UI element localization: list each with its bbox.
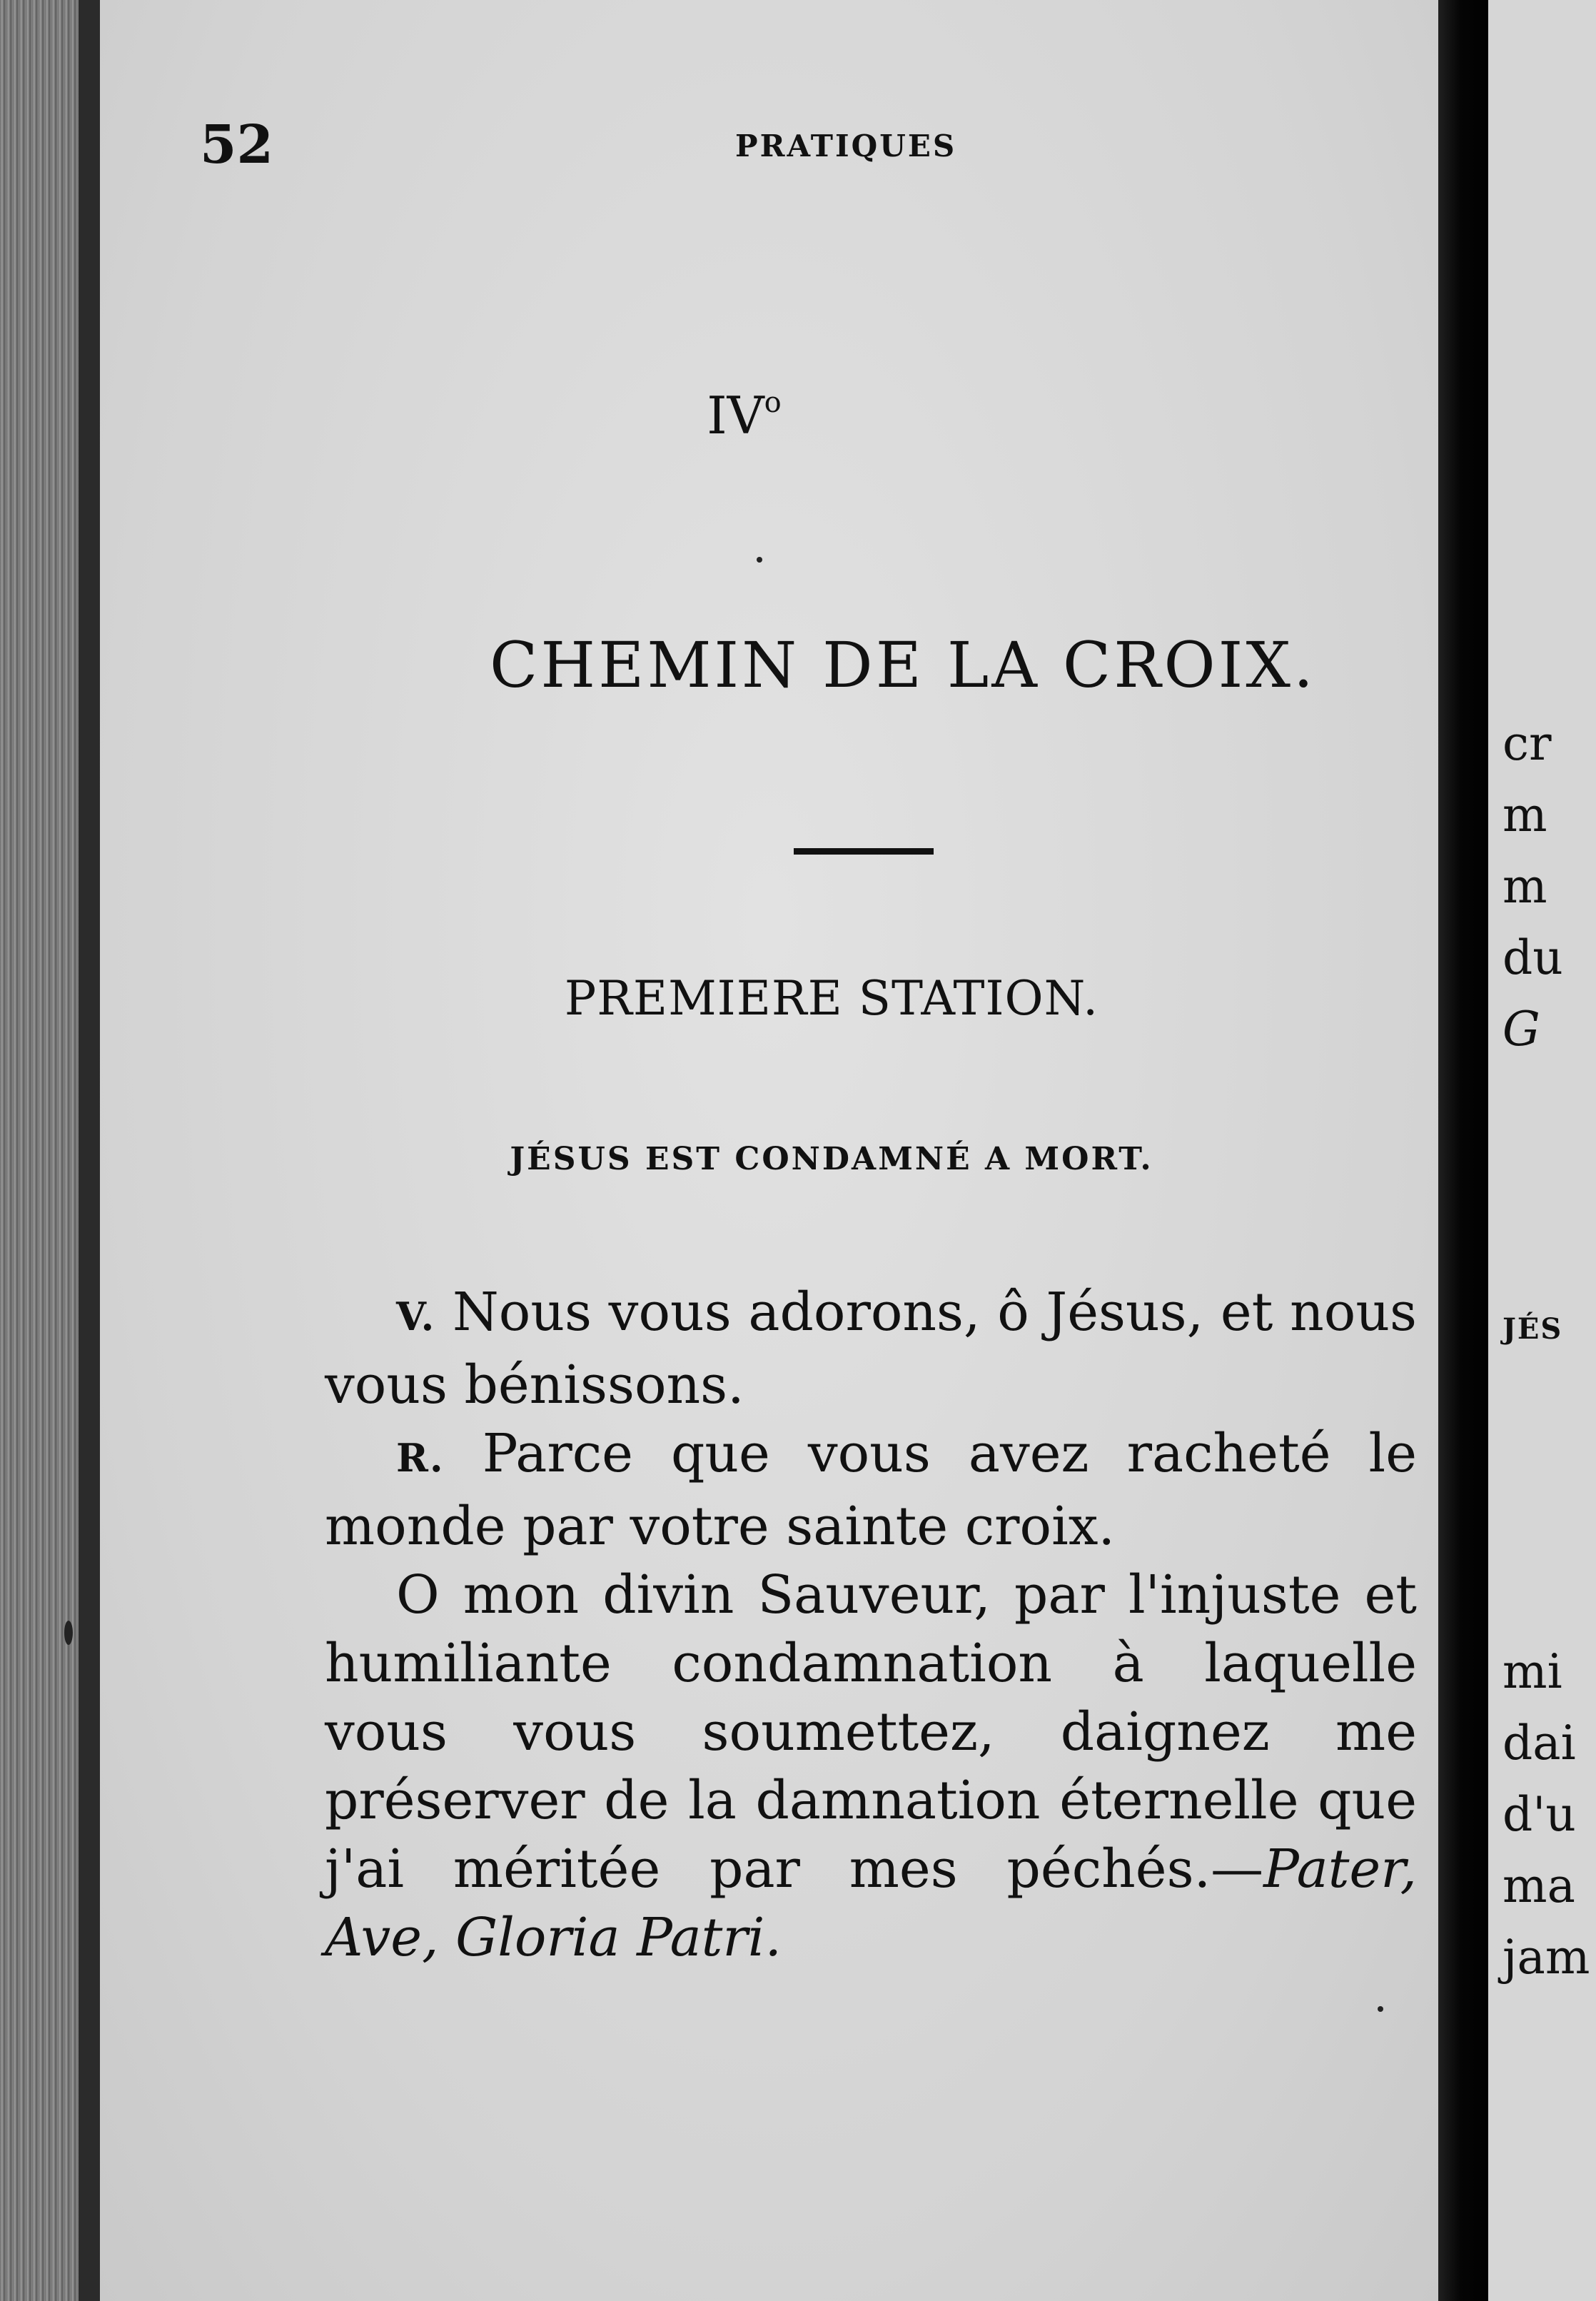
facing-line: dai bbox=[1502, 1716, 1576, 1771]
response-mark: R. bbox=[396, 1435, 445, 1481]
prayer-closing: Pater, Ave, Gloria Patri. bbox=[325, 1838, 1417, 1968]
facing-line: cr bbox=[1502, 716, 1552, 771]
section-number-sup: o bbox=[764, 386, 782, 419]
section-number bbox=[0, 386, 1488, 445]
response-text: Parce que vous avez racheté le monde par votre sainte croix. bbox=[325, 1423, 1417, 1557]
prayer-paragraph bbox=[325, 1561, 1417, 1972]
facing-line: m bbox=[1502, 859, 1547, 914]
facing-heading: JÉS bbox=[1502, 1312, 1563, 1346]
facing-line: G bbox=[1502, 1002, 1540, 1057]
section-number-roman: IV bbox=[707, 386, 764, 445]
ink-speck bbox=[1378, 2006, 1383, 2012]
facing-page bbox=[1488, 0, 1596, 2301]
facing-line: d'u bbox=[1502, 1787, 1576, 1842]
facing-line: m bbox=[1502, 787, 1547, 842]
station-subtitle: JÉSUS EST CONDAMNÉ A MORT. bbox=[510, 1141, 1153, 1177]
versicle-text: Nous vous adorons, ô Jésus, et nous vous bénissons. bbox=[325, 1282, 1417, 1416]
facing-line: ma bbox=[1502, 1858, 1575, 1913]
versicle-paragraph bbox=[325, 1278, 1417, 1419]
ink-speck bbox=[757, 557, 762, 563]
chapter-title: CHEMIN DE LA CROIX. bbox=[490, 628, 1316, 702]
versicle-mark: V. bbox=[396, 1294, 436, 1339]
facing-line: mi bbox=[1502, 1644, 1562, 1699]
prayer-body bbox=[325, 1278, 1417, 1972]
section-divider-rule bbox=[794, 848, 934, 855]
prayer-text: O mon divin Sauveur, par l'injuste et humiliante condamnation à laquelle vous vous soumettez, daignez me préserver de la damnation éternelle que j'ai méritée par mes péchés.— bbox=[325, 1564, 1417, 1900]
facing-line: jam bbox=[1502, 1930, 1590, 1985]
ink-speck bbox=[64, 1621, 73, 1645]
response-paragraph bbox=[325, 1419, 1417, 1561]
running-head: PRATIQUES bbox=[735, 129, 957, 163]
book-spine-gutter bbox=[1438, 0, 1488, 2301]
station-title: PREMIERE STATION. bbox=[564, 971, 1099, 1026]
page-number: 52 bbox=[200, 114, 273, 176]
facing-line: du bbox=[1502, 930, 1563, 985]
